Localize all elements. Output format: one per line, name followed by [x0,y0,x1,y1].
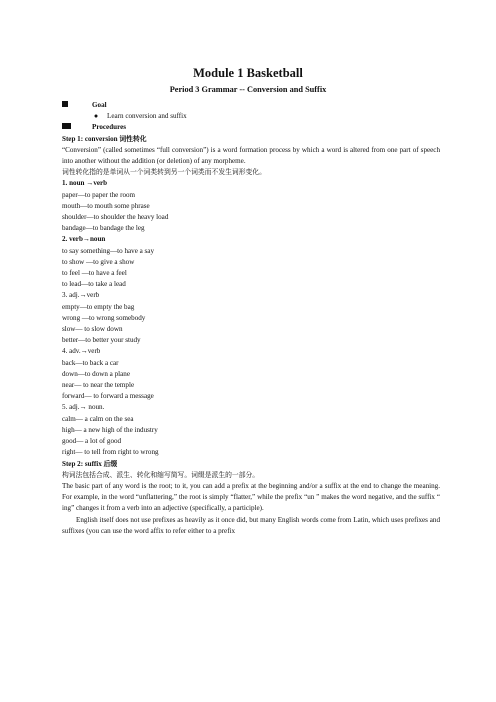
example-line: high— a new high of the industry [62,425,158,434]
example-line: back—to back a car [62,358,119,367]
step1-heading: Step 1: conversion 词性转化 [62,134,147,143]
square-bullet-icon [62,123,71,129]
goal-label: Goal [92,101,107,109]
example-line: to show —to give a show [62,257,135,266]
example-line: forward— to forward a message [62,392,154,401]
goal-heading [62,100,440,111]
example-line: right— to tell from right to wrong [62,448,159,457]
example-line: near— to near the temple [62,381,135,390]
example-line: 5. adj.→ noun. [62,403,105,412]
example-line: 4. adv.→verb [62,347,101,356]
example-line: slow— to slow down [62,325,123,334]
conversion-examples [62,178,440,458]
step2-chinese-note: 构词法包括合成、派生、转化和缩写简写。词缀是派生的一部分。 [62,470,260,479]
conversion-paragraph: “Conversion” (called sometimes “full conversion”) is a word formation process by which a word is altered from one part of speech into another without the addition (or deletion) of any morpheme. [62,145,440,166]
document-subtitle: Period 3 Grammar -- Conversion and Suffix [169,85,327,94]
example-line: mouth—to mouth some phrase [62,201,150,210]
conversion-chinese-note: 词性转化指的是单词从一个词类转到另一个词类而不发生词形变化。 [62,168,266,177]
document-body [62,100,440,537]
example-line: better—to better your study [62,336,141,345]
example-line: 1. noun →verb [62,179,108,188]
root-paragraph: The basic part of any word is the root; to it, you can add a prefix at the beginning and/or a suffix at the end to change the meaning. For example, in the word “unflattering,” the root is simply “flatter,” while the prefix “un ” makes the word negative, and the suffix “ ing” changes it from a verb into an adjective (specifically, a participle). [62,481,440,513]
example-line: to feel —to have a feel [62,269,127,278]
example-line: paper—to paper the room [62,190,136,199]
example-line: to say something—to have a say [62,246,155,255]
document-title: Module 1 Basketball [193,66,303,80]
english-paragraph: English itself does not use prefixes as heavily as it once did, but many English words come from Latin, which uses prefixes and suffixes (you can use the word affix to refer either to a prefix [62,515,440,535]
example-line: empty—to empty the bag [62,302,135,311]
dot-bullet-icon: ● [93,112,99,121]
example-line: calm— a calm on the sea [62,414,134,423]
procedures-heading [62,122,440,133]
goal-item: ● Learn conversion and suffix [62,111,440,122]
example-line: 3. adj.→verb [62,291,100,300]
example-line: down—to down a plane [62,369,130,378]
example-line: 2. verb→noun [62,235,106,244]
square-bullet-icon [62,101,68,107]
example-line: good— a lot of good [62,437,122,446]
example-line: bandage—to bandage the leg [62,224,145,233]
example-line: to lead—to take a lead [62,280,126,289]
step2-heading: Step 2: suffix 后缀 [62,459,118,468]
example-line: wrong —to wrong somebody [62,313,146,322]
procedures-label: Procedures [92,123,127,132]
example-line: shoulder—to shoulder the heavy load [62,213,169,222]
